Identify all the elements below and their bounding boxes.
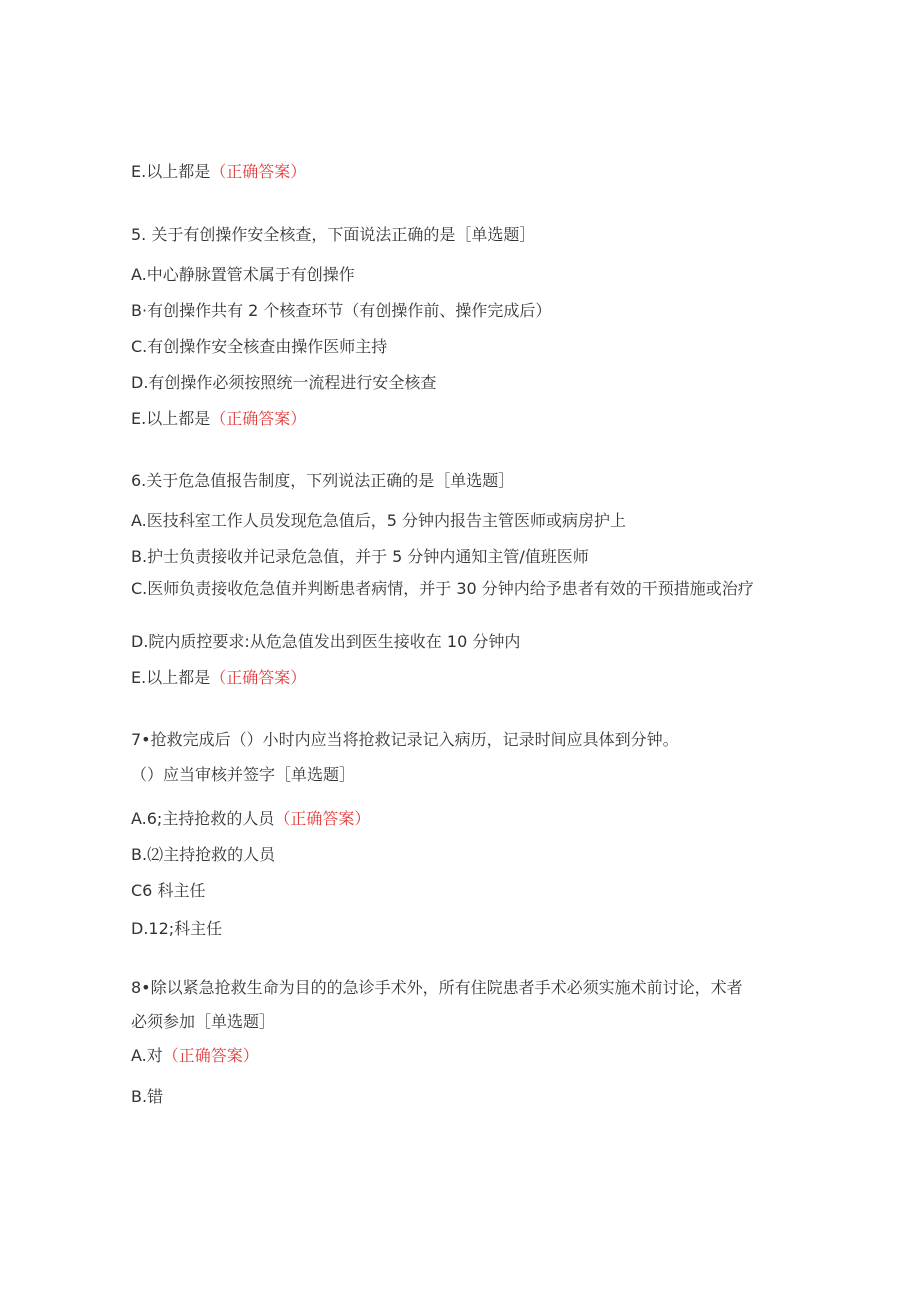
q7-question-line1: 7•抢救完成后（）小时内应当将抢救记录记入病历，记录时间应具体到分钟。 — [131, 730, 679, 749]
q6-option-b: B.护士负责接收并记录危急值，并于 5 分钟内通知主管/值班医师 — [131, 547, 589, 566]
q5-option-e — [131, 409, 306, 429]
q5-question: 5. 关于有创操作安全核查，下面说法正确的是［单选题］ — [131, 225, 536, 244]
q4-correct-answer-mark: （正确答案） — [210, 162, 307, 181]
q5-option-c: C.有创操作安全核查由操作医师主持 — [131, 337, 388, 356]
q6-option-e-text: E.以上都是 — [131, 668, 211, 687]
q5-option-e-text: E.以上都是 — [131, 409, 211, 428]
q6-option-c: C.医师负责接收危急值并判断患者病情，并于 30 分钟内给予患者有效的干预措施或治疗 — [131, 579, 754, 598]
q6-option-d: D.院内质控要求:从危急值发出到医生接收在 10 分钟内 — [131, 632, 521, 651]
q7-option-c: C6 科主任 — [131, 881, 206, 900]
q6-option-e — [131, 668, 306, 688]
q7-option-a — [131, 809, 370, 829]
q5-correct-answer-mark: （正确答案） — [210, 409, 307, 428]
q8-option-a — [131, 1046, 259, 1066]
q8-correct-answer-mark: （正确答案） — [162, 1046, 259, 1065]
q8-question-line2: 必须参加［单选题］ — [131, 1012, 276, 1031]
q7-question-line2: （）应当审核并签字［单选题］ — [131, 765, 356, 784]
q7-correct-answer-mark: （正确答案） — [274, 809, 371, 828]
q4-option-e — [131, 162, 306, 182]
q8-option-a-text: A.对 — [131, 1046, 163, 1065]
q6-question: 6.关于危急值报告制度，下列说法正确的是［单选题］ — [131, 471, 515, 490]
q6-correct-answer-mark: （正确答案） — [210, 668, 307, 687]
q7-option-d: D.12;科主任 — [131, 919, 223, 938]
q6-option-a: A.医技科室工作人员发现危急值后，5 分钟内报告主管医师或病房护上 — [131, 511, 627, 530]
q5-option-b: B·有创操作共有 2 个核查环节（有创操作前、操作完成后） — [131, 301, 552, 320]
q8-option-b: B.错 — [131, 1087, 164, 1106]
q8-question-line1: 8•除以紧急抢救生命为目的的急诊手术外，所有住院患者手术必须实施术前讨论，术者 — [131, 978, 743, 997]
q7-option-b: B.⑵主持抢救的人员 — [131, 845, 276, 864]
q5-option-d: D.有创操作必须按照统一流程进行安全核查 — [131, 373, 437, 392]
q7-option-a-text: A.6;主持抢救的人员 — [131, 809, 275, 828]
q4-option-e-text: E.以上都是 — [131, 162, 211, 181]
q5-option-a: A.中心静脉置管术属于有创操作 — [131, 265, 355, 284]
